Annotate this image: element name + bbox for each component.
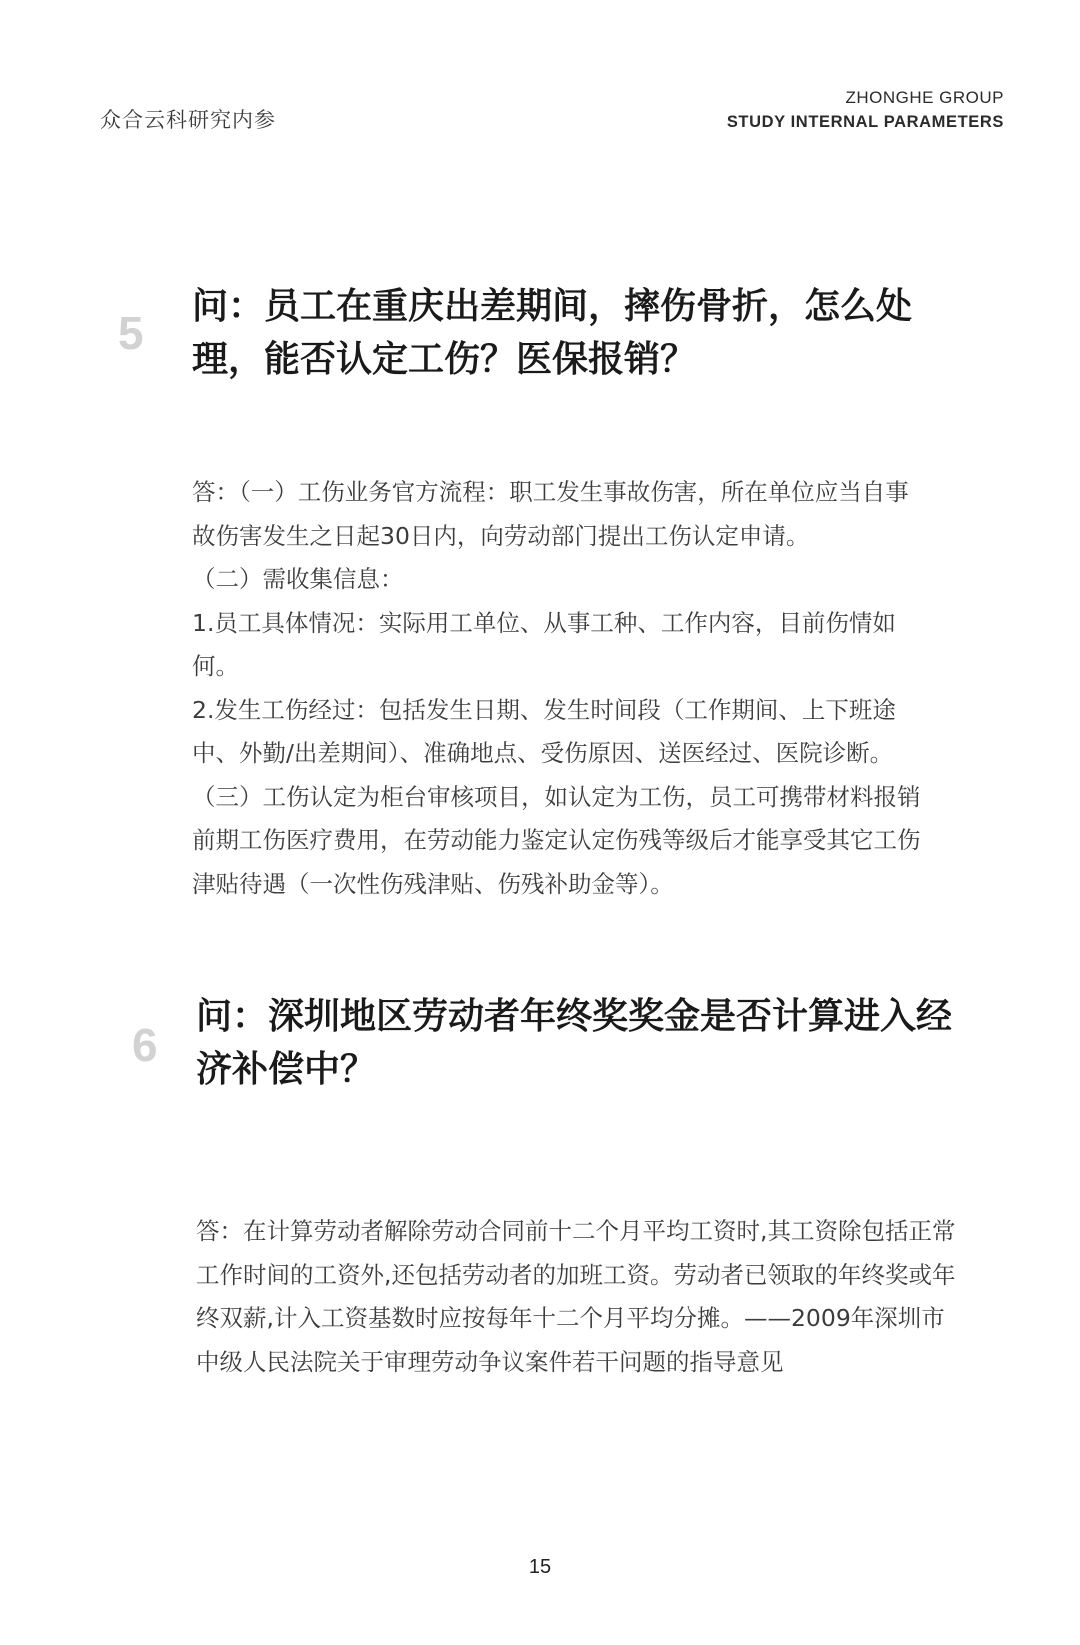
answer-body <box>192 471 921 906</box>
answer-line: 津贴待遇（一次性伤残津贴、伤残补助金等）。 <box>192 869 674 898</box>
answer-line: 中级人民法院关于审理劳动争议案件若干问题的指导意见 <box>196 1347 784 1376</box>
question-line: 理，能否认定工伤？医保报销？ <box>192 339 697 380</box>
qa-number: 5 <box>118 307 144 359</box>
answer-line: 故伤害发生之日起30日内，向劳动部门提出工伤认定申请。 <box>192 521 810 550</box>
answer-line: 工作时间的工资外,还包括劳动者的加班工资。劳动者已领取的年终奖或年 <box>196 1260 956 1289</box>
question-title <box>196 990 952 1096</box>
brand-name: ZHONGHE GROUP <box>845 88 1004 107</box>
question-title <box>192 280 912 386</box>
answer-line: 中、外勤/出差期间）、准确地点、受伤原因、送医经过、医院诊断。 <box>192 739 894 767</box>
question-line: 问：员工在重庆出差期间，摔伤骨折，怎么处 <box>192 286 913 327</box>
answer-line: 1.员工具体情况：实际用工单位、从事工种、工作内容，目前伤情如 <box>192 608 896 637</box>
answer-line: （二）需收集信息： <box>192 565 404 593</box>
qa-number: 6 <box>132 1019 158 1071</box>
page-number: 15 <box>528 1556 552 1578</box>
answer-line: 前期工伤医疗费用，在劳动能力鉴定认定伤残等级后才能享受其它工伤 <box>192 826 921 854</box>
answer-line: 何。 <box>192 652 239 680</box>
brand-subtitle: STUDY INTERNAL PARAMETERS <box>726 113 1004 131</box>
publication-title: 众合云科研究内参 <box>100 108 276 132</box>
answer-line: 终双薪,计入工资基数时应按每年十二个月平均分摊。——2009年深圳市 <box>196 1304 945 1332</box>
question-line: 济补偿中？ <box>196 1049 377 1090</box>
answer-line: 答：（一）工伤业务官方流程：职工发生事故伤害，所在单位应当自事 <box>192 478 909 506</box>
answer-line: （三）工伤认定为柜台审核项目，如认定为工伤，员工可携带材料报销 <box>192 782 921 811</box>
answer-body <box>196 1210 955 1384</box>
answer-line: 2.发生工伤经过：包括发生日期、发生时间段（工作期间、上下班途 <box>192 695 896 724</box>
answer-line: 答：在计算劳动者解除劳动合同前十二个月平均工资时,其工资除包括正常 <box>196 1217 956 1245</box>
question-line: 问：深圳地区劳动者年终奖奖金是否计算进入经 <box>196 996 953 1037</box>
header-brand <box>727 86 1004 134</box>
